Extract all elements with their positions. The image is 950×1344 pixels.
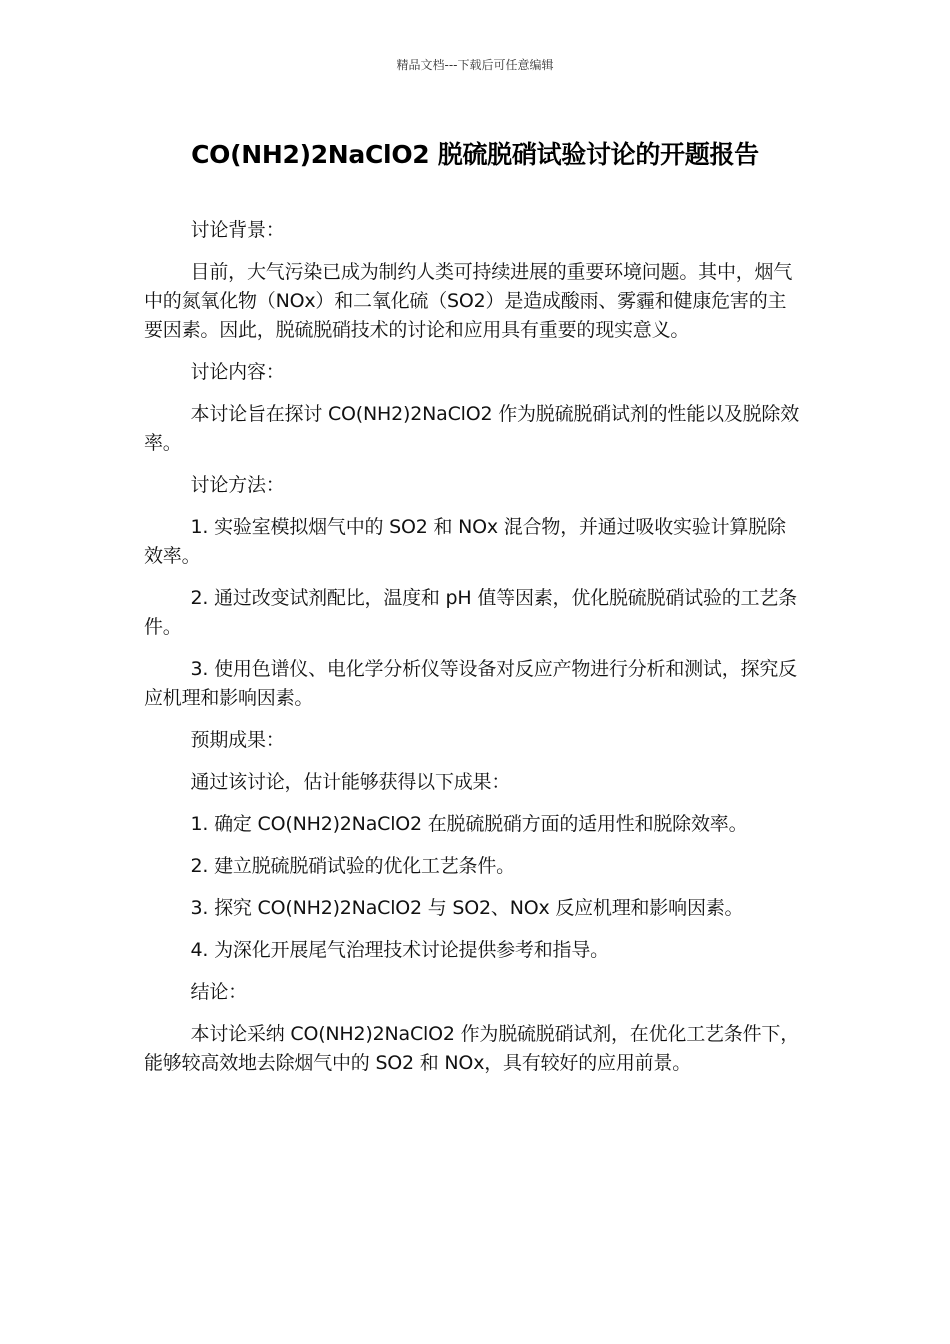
result-item-1: 1. 确定 CO(NH2)2NaClO2 在脱硫脱硝方面的适用性和脱除效率。 [190,813,748,835]
section-heading-expected-results: 预期成果： [190,729,285,751]
result-item-3: 3. 探究 CO(NH2)2NaClO2 与 SO2、NOx 反应机理和影响因素。 [190,897,744,919]
method-item-1: 1. 实验室模拟烟气中的 SO2 和 NOx 混合物，并通过吸收实验计算脱除效率。 [144,516,786,567]
document-title: CO(NH2)2NaClO2 脱硫脱硝试验讨论的开题报告 [191,140,759,169]
paragraph-content: 本讨论旨在探讨 CO(NH2)2NaClO2 作为脱硫脱硝试剂的性能以及脱除效率。 [144,403,799,454]
paragraph-expected-intro: 通过该讨论，估计能够获得以下成果： [190,771,511,793]
method-item-3: 3. 使用色谱仪、电化学分析仪等设备对反应产物进行分析和测试，探究反应机理和影响因素。 [144,658,797,709]
section-heading-conclusion: 结论： [190,981,247,1003]
result-item-4: 4. 为深化开展尾气治理技术讨论提供参考和指导。 [190,939,609,961]
section-heading-method: 讨论方法： [190,474,285,496]
result-item-2: 2. 建立脱硫脱硝试验的优化工艺条件。 [190,855,515,877]
method-item-2: 2. 通过改变试剂配比，温度和 pH 值等因素，优化脱硫脱硝试验的工艺条件。 [144,587,797,638]
page-header: 精品文档---下载后可任意编辑 [396,58,554,72]
section-heading-content: 讨论内容： [190,361,285,383]
document-body [144,216,800,1091]
paragraph-conclusion: 本讨论采纳 CO(NH2)2NaClO2 作为脱硫脱硝试剂，在优化工艺条件下，能够较高效地去除烟气中的 SO2 和 NOx，具有较好的应用前景。 [144,1023,799,1074]
paragraph-background: 目前，大气污染已成为制约人类可持续进展的重要环境问题。其中，烟气中的氮氧化物（NOx）和二氧化硫（SO2）是造成酸雨、雾霾和健康危害的主要因素。因此，脱硫脱硝技术的讨论和应用具有重要的现实意义。 [144,261,793,341]
section-heading-background: 讨论背景： [190,219,285,241]
